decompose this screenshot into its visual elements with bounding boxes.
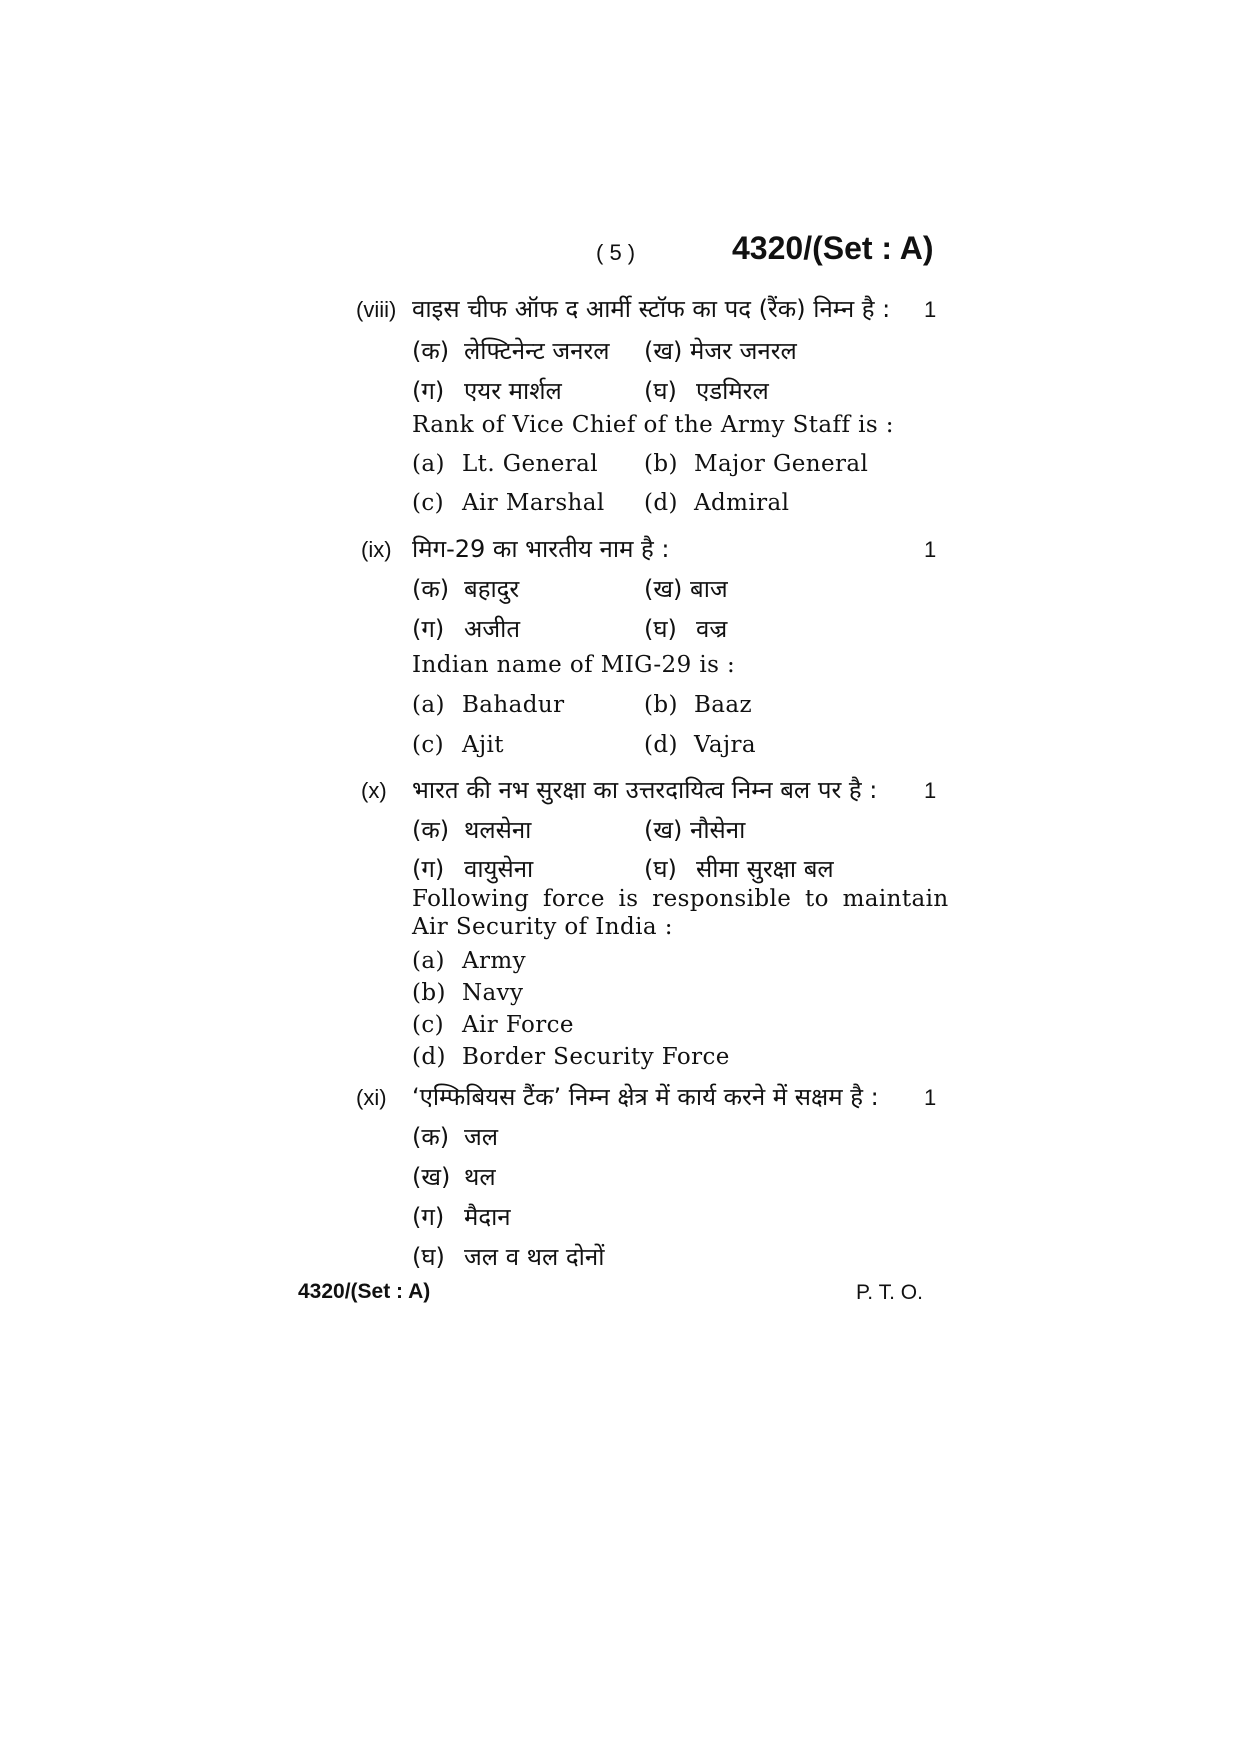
option-label: (b) — [644, 451, 678, 477]
option-gha — [644, 612, 727, 645]
option-text: थलसेना — [464, 816, 532, 844]
option-label: (d) — [644, 732, 678, 758]
option-ga — [412, 612, 520, 645]
option-text: Admiral — [694, 490, 790, 516]
option-label: (ग) — [412, 377, 445, 405]
option-text: सीमा सुरक्षा बल — [696, 855, 834, 883]
option-label: (a) — [412, 692, 445, 718]
option-label: (b) — [644, 692, 678, 718]
option-a — [412, 451, 598, 477]
option-label: (c) — [412, 1012, 445, 1038]
option-text: वज्र — [696, 615, 728, 643]
option-c — [412, 732, 504, 758]
option-text: Ajit — [462, 732, 504, 758]
option-a — [412, 692, 564, 718]
option-text: लेफ्टिनेन्ट जनरल — [464, 337, 610, 365]
option-text: एयर मार्शल — [464, 377, 562, 405]
option-ga — [412, 852, 533, 885]
option-ka — [412, 334, 610, 367]
option-text: नौसेना — [690, 816, 746, 844]
option-a — [412, 948, 526, 974]
option-c — [412, 1012, 574, 1038]
option-kha — [644, 813, 745, 846]
option-text: Air Marshal — [462, 490, 605, 516]
option-label: (ग) — [412, 855, 445, 883]
question-text-english: Rank of Vice Chief of the Army Staff is : — [412, 412, 894, 438]
option-kha — [644, 334, 797, 367]
option-ga — [412, 374, 562, 407]
option-label: (b) — [412, 980, 446, 1006]
option-label: (d) — [644, 490, 678, 516]
option-label: (क) — [412, 337, 450, 365]
option-text: Major General — [694, 451, 869, 477]
option-label: (ग) — [412, 1203, 445, 1231]
option-text: Vajra — [694, 732, 757, 758]
option-b — [412, 980, 523, 1006]
option-text: बाज — [690, 575, 728, 603]
question-number: (viii) — [356, 297, 397, 322]
option-text: जल व थल दोनों — [464, 1243, 605, 1271]
option-text: अजीत — [464, 615, 521, 643]
option-d — [644, 732, 756, 758]
question-marks: 1 — [924, 297, 937, 322]
question-text-hindi: मिग-29 का भारतीय नाम है : — [412, 535, 670, 563]
option-text: Border Security Force — [462, 1044, 730, 1070]
option-b — [644, 451, 868, 477]
question-marks: 1 — [924, 537, 937, 562]
option-text: मेजर जनरल — [690, 337, 797, 365]
option-text: थल — [464, 1163, 496, 1191]
option-ka — [412, 1120, 498, 1153]
option-label: (c) — [412, 490, 445, 516]
question-number: (x) — [361, 778, 387, 803]
option-text: Lt. General — [462, 451, 599, 477]
option-label: (ग) — [412, 615, 445, 643]
option-label: (ख) — [644, 816, 683, 844]
option-text: एडमिरल — [696, 377, 769, 405]
option-text: वायुसेना — [464, 855, 534, 883]
option-text: Navy — [462, 980, 524, 1006]
option-c — [412, 490, 605, 516]
paper-code-header: 4320/(Set : A) — [732, 230, 934, 266]
option-kha — [644, 572, 728, 605]
option-text: Air Force — [462, 1012, 574, 1038]
question-number: (ix) — [361, 537, 392, 562]
question-text-english: Indian name of MIG-29 is : — [412, 652, 736, 678]
option-label: (a) — [412, 948, 445, 974]
option-gha — [644, 374, 769, 407]
option-ka — [412, 572, 519, 605]
option-text: जल — [464, 1123, 499, 1151]
question-text-english-line2: Air Security of India : — [412, 914, 673, 940]
option-ka — [412, 813, 531, 846]
option-gha — [412, 1240, 604, 1273]
option-d — [644, 490, 789, 516]
question-text-hindi: वाइस चीफ ऑफ द आर्मी स्टॉफ का पद (रैंक) निम्न है : — [412, 295, 891, 323]
question-number: (xi) — [356, 1085, 387, 1110]
option-b — [644, 692, 752, 718]
question-text-hindi: ‘एम्फिबियस टैंक’ निम्न क्षेत्र में कार्य करने में सक्षम है : — [412, 1083, 879, 1111]
option-label: (d) — [412, 1044, 446, 1070]
question-marks: 1 — [924, 778, 937, 803]
question-marks: 1 — [924, 1085, 937, 1110]
option-text: Army — [462, 948, 527, 974]
page-number: ( 5 ) — [596, 240, 636, 265]
option-label: (ख) — [644, 575, 683, 603]
question-text-english-line1: Following force is responsible to maintain — [412, 886, 949, 912]
option-label: (ख) — [644, 337, 683, 365]
pto-label: P. T. O. — [856, 1281, 923, 1304]
option-text: मैदान — [464, 1203, 511, 1231]
option-kha — [412, 1160, 496, 1193]
option-label: (ख) — [412, 1163, 451, 1191]
option-label: (क) — [412, 816, 450, 844]
option-d — [412, 1044, 730, 1070]
option-label: (घ) — [644, 377, 677, 405]
option-label: (c) — [412, 732, 445, 758]
option-label: (घ) — [644, 615, 677, 643]
option-label: (घ) — [412, 1243, 445, 1271]
option-label: (क) — [412, 575, 450, 603]
option-text: Baaz — [694, 692, 753, 718]
option-text: Bahadur — [462, 692, 565, 718]
question-text-hindi: भारत की नभ सुरक्षा का उत्तरदायित्व निम्न बल पर है : — [412, 776, 878, 804]
option-label: (a) — [412, 451, 445, 477]
paper-code-footer: 4320/(Set : A) — [298, 1280, 431, 1303]
option-text: बहादुर — [464, 575, 520, 603]
option-gha — [644, 852, 834, 885]
option-label: (घ) — [644, 855, 677, 883]
option-ga — [412, 1200, 511, 1233]
option-label: (क) — [412, 1123, 450, 1151]
